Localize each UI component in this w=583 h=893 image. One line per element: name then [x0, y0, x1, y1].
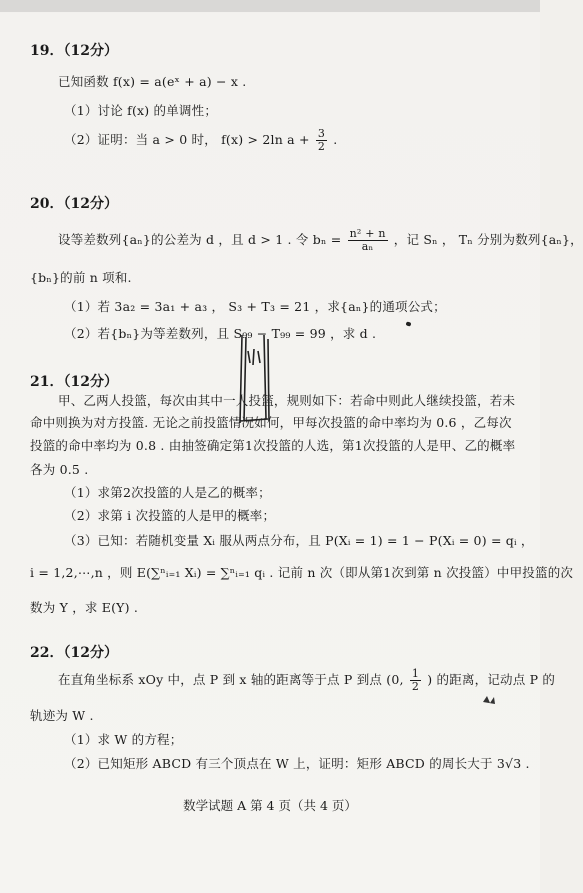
q22-stem-text: 在直角坐标系 xOy 中，点 P 到 x 轴的距离等于点 P 到点 (0,: [58, 672, 404, 687]
q21-part3-end: 数为 Y ，求 E(Y) .: [30, 600, 139, 615]
q22-frac-den: 2: [411, 680, 420, 693]
q19-frac-num: 3: [317, 127, 326, 140]
page-footer: 数学试题 A 第 4 页（共 4 页）: [183, 798, 357, 813]
q21-stem-1: 甲、乙两人投篮，每次由其中一人投篮，规则如下：若命中则此人继续投篮，若未: [58, 393, 516, 408]
q21-part1: （1）求第2次投篮的人是乙的概率；: [64, 485, 271, 500]
q21-part3: （3）已知：若随机变量 Xᵢ 服从两点分布，且 P(Xᵢ = 1) = 1 − P(Xᵢ = 0) = qᵢ ，: [64, 533, 534, 548]
q19-frac-den: 2: [317, 140, 326, 153]
q20-stem-cont: {bₙ}的前 n 项和.: [30, 270, 132, 285]
q20-stem: [58, 228, 583, 253]
pen-scribble: [236, 333, 272, 425]
q21-stem-4: 各为 0.5 .: [30, 462, 89, 477]
q22-part1: （1）求 W 的方程；: [64, 732, 183, 747]
q22-part2: （2）已知矩形 ABCD 有三个顶点在 W 上，证明：矩形 ABCD 的周长大于 3√3 .: [64, 756, 530, 771]
q20-frac-num: n² + n: [349, 227, 386, 240]
q20-fraction: [348, 228, 388, 253]
q20-part1: （1）若 3a₂ = 3a₁ + a₃ ， S₃ + T₃ = 21 ，求{aₙ}的通项公式；: [64, 299, 446, 314]
ink-smudge: [481, 694, 497, 706]
top-edge: [0, 0, 540, 12]
q20-stem-text: 设等差数列{aₙ}的公差为 d ，且 d > 1 . 令 bₙ =: [58, 232, 342, 247]
q20-part2: （2）若{bₙ}为等差数列，且 S₉₉ − T₉₉ = 99 ，求 d .: [64, 326, 377, 341]
q22-stem: [58, 668, 555, 693]
q21-stem-2: 命中则换为对方投篮. 无论之前投篮情况如何，甲每次投篮的命中率均为 0.6 ，乙每次: [30, 415, 512, 430]
ink-dot: [405, 321, 411, 326]
q19-fraction: [316, 128, 327, 153]
q22-stem-cont: 轨迹为 W .: [30, 708, 94, 723]
q19-part2-end: .: [333, 132, 338, 147]
q19-stem: 已知函数 f(x) = a(eˣ + a) − x .: [58, 74, 247, 89]
q21-heading: 21．（12分）: [30, 374, 118, 390]
q21-part3-cont: i = 1,2,⋯,n ，则 E(∑ⁿᵢ₌₁ Xᵢ) = ∑ⁿᵢ₌₁ qᵢ . 记前 n 次（即从第1次到第 n 次投篮）中甲投篮的次: [30, 565, 574, 580]
q20-stem-end: ，记 Sₙ ， Tₙ 分别为数列{aₙ}，: [393, 232, 583, 247]
q20-frac-den: aₙ: [361, 240, 374, 253]
q19-heading: 19．（12分）: [30, 43, 118, 59]
q22-frac-num: 1: [411, 667, 420, 680]
q20-heading: 20．（12分）: [30, 196, 118, 212]
q21-part2: （2）求第 i 次投篮的人是甲的概率；: [64, 508, 276, 523]
q19-part1: （1）讨论 f(x) 的单调性；: [64, 103, 218, 118]
q22-stem-end: ) 的距离，记动点 P 的: [427, 672, 556, 687]
q22-heading: 22．（12分）: [30, 645, 118, 661]
q22-fraction: [410, 668, 421, 693]
q21-stem-3: 投篮的命中率均为 0.8 . 由抽签确定第1次投篮的人选，第1次投篮的人是甲、乙的概率: [30, 438, 516, 453]
q19-part2: [64, 128, 337, 153]
q19-part2-text: （2）证明：当 a > 0 时， f(x) > 2ln a +: [64, 132, 310, 147]
